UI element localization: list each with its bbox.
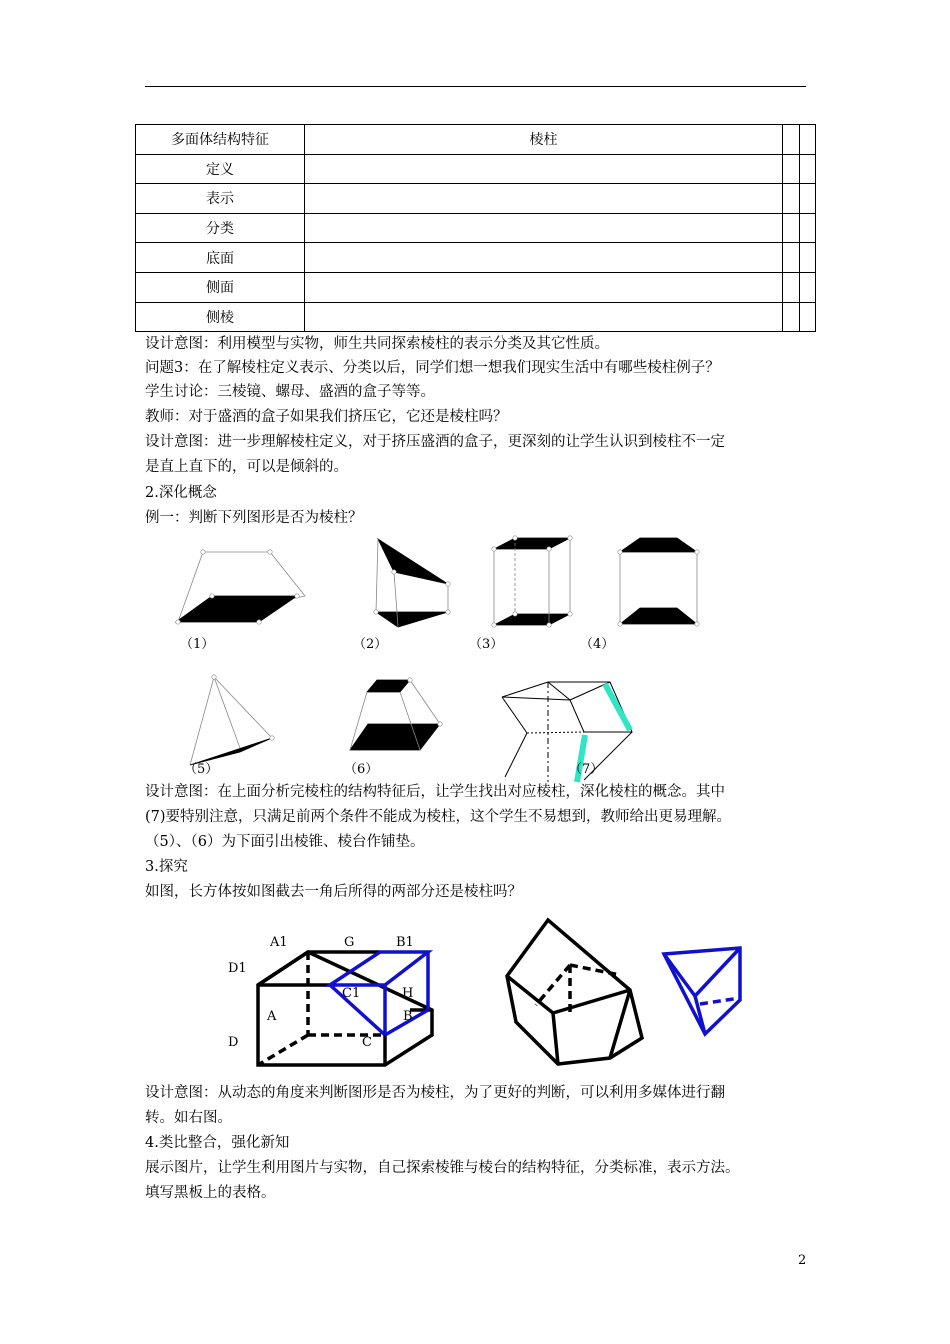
design-intent-3a: 设计意图：在上面分析完棱柱的结构特征后，让学生找出对应棱柱，深化棱柱的概念。其中 xyxy=(145,784,725,800)
figure-label-3: （3） xyxy=(469,637,504,652)
label-D1: D1 xyxy=(228,961,247,976)
section-heading-2: 2.深化概念 xyxy=(145,485,217,501)
example-1: 例一：判断下列图形是否为棱柱？ xyxy=(145,510,363,526)
figure-label-4: （4） xyxy=(580,637,615,652)
design-intent-2a: 设计意图：进一步理解棱柱定义，对于挤压盛酒的盒子，更深刻的让学生认识到棱柱不一定 xyxy=(145,434,725,450)
design-intent-3c: （5）、（6）为下面引出棱锥、棱台作铺垫。 xyxy=(145,834,425,850)
design-intent-1: 设计意图：利用模型与实物，师生共同探索棱柱的表示分类及其它性质。 xyxy=(145,336,609,352)
figure-label-2: （2） xyxy=(353,637,388,652)
table-cell: 定义 xyxy=(136,154,305,184)
table-cell: 分类 xyxy=(136,213,305,243)
figure-label-1: （1） xyxy=(180,637,215,652)
design-intent-4b: 转。如右图。 xyxy=(145,1110,232,1126)
closing-paragraph-b: 填写黑板上的表格。 xyxy=(145,1185,276,1201)
label-D: D xyxy=(228,1035,239,1050)
label-A: A xyxy=(267,1009,277,1024)
student-discussion: 学生讨论：三棱镜、螺母、盛酒的盒子等等。 xyxy=(145,384,435,400)
teacher-question: 教师：对于盛酒的盒子如果我们挤压它，它还是棱柱吗？ xyxy=(145,409,508,425)
table-cell: 侧面 xyxy=(136,272,305,302)
page-number: 2 xyxy=(798,1253,807,1268)
figure-label-7: （7） xyxy=(569,762,604,777)
label-C: C xyxy=(362,1035,372,1050)
table-cell: 侧棱 xyxy=(136,302,305,332)
design-intent-4a: 设计意图：从动态的角度来判断图形是否为棱柱，为了更好的判断，可以利用多媒体进行翻 xyxy=(145,1085,725,1101)
shape-1-base xyxy=(176,596,297,622)
figure-label-5: （5） xyxy=(184,762,219,777)
question-3: 问题3：在了解棱柱定义表示、分类以后，同学们想一想我们现实生活中有哪些棱柱例子？ xyxy=(145,360,720,376)
table-cell: 多面体结构特征 xyxy=(136,125,305,155)
label-G: G xyxy=(344,935,355,950)
exploration-question: 如图，长方体按如图截去一角后所得的两部分还是棱柱吗？ xyxy=(145,884,522,900)
table-cell: 底面 xyxy=(136,243,305,273)
closing-paragraph-a: 展示图片，让学生利用图片与实物，自己探索棱锥与棱台的结构特征，分类标准，表示方法。 xyxy=(145,1160,740,1176)
cuboid-cut-figure xyxy=(0,910,950,1080)
label-B1: B1 xyxy=(396,935,414,950)
label-C1: C1 xyxy=(342,986,361,1001)
design-intent-3b: (7)要特别注意，只满足前两个条件不能成为棱柱，这个学生不易想到，教师给出更易理解。 xyxy=(145,809,732,825)
section-heading-4: 4.类比整合，强化新知 xyxy=(145,1135,290,1151)
label-B: B xyxy=(403,1009,413,1024)
table-cell: 棱柱 xyxy=(305,125,783,155)
section-heading-3: 3.探究 xyxy=(145,859,188,875)
label-A1: A1 xyxy=(270,935,288,950)
design-intent-2b: 是直上直下的，可以是倾斜的。 xyxy=(145,459,348,475)
figure-label-6: （6） xyxy=(344,762,379,777)
label-H: H xyxy=(402,986,414,1001)
table-cell: 表示 xyxy=(136,184,305,214)
